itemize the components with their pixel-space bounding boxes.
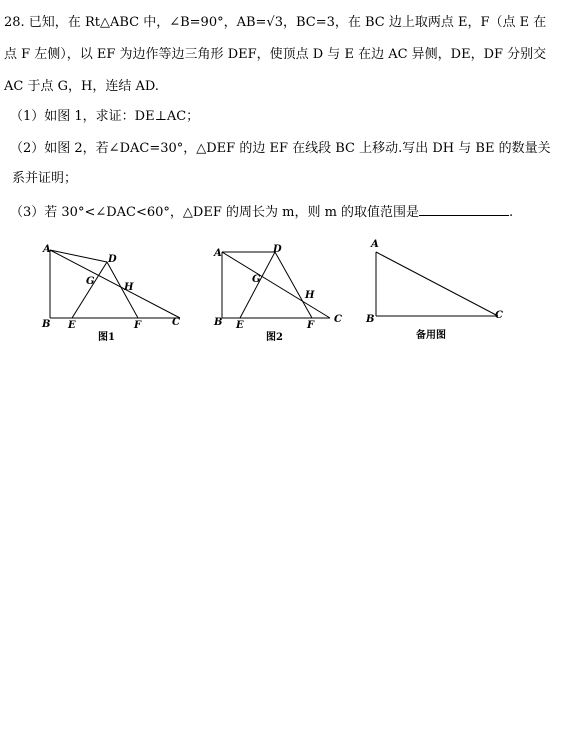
fig1-label-f: F bbox=[134, 320, 142, 331]
fig1-label-b: B bbox=[42, 319, 51, 330]
question-3-text: （3）若 30°<∠DAC<60°，△DEF 的周长为 m，则 m 的取值范围是 bbox=[10, 205, 420, 220]
fig2-label-c: C bbox=[334, 314, 342, 325]
figure-1-caption: 图1 bbox=[98, 332, 115, 343]
question-2-line-2: 系并证明； bbox=[12, 171, 78, 186]
problem-line-2: 点 F 左侧），以 EF 为边作等边三角形 DEF，使顶点 D 与 E 在边 AC 异侧，DE，DF 分别交 bbox=[4, 47, 547, 62]
spare-figure-caption: 备用图 bbox=[416, 330, 446, 341]
fig1-label-c: C bbox=[172, 317, 180, 328]
fig2-label-d: D bbox=[273, 244, 282, 255]
fig1-label-d: D bbox=[108, 254, 117, 265]
fig2-label-f: F bbox=[307, 320, 315, 331]
problem-line-3: AC 于点 G，H，连结 AD. bbox=[4, 79, 159, 94]
spare-label-c: C bbox=[495, 310, 503, 321]
question-3-end: . bbox=[509, 205, 514, 220]
figure-2-diagram bbox=[222, 252, 330, 318]
fig2-label-g: G bbox=[252, 274, 261, 285]
fig2-label-e: E bbox=[236, 320, 244, 331]
spare-label-b: B bbox=[366, 314, 375, 325]
fig2-label-b: B bbox=[214, 317, 223, 328]
fig1-label-h: H bbox=[124, 282, 134, 293]
spare-segment-ac bbox=[376, 252, 498, 316]
fig1-label-a: A bbox=[43, 244, 51, 255]
fig2-label-a: A bbox=[214, 248, 222, 259]
problem-line-1: 28. 已知，在 Rt△ABC 中，∠B=90°，AB=√3，BC=3，在 BC 边上取两点 E，F（点 E 在 bbox=[4, 15, 547, 30]
question-1: （1）如图 1，求证：DE⊥AC； bbox=[10, 109, 200, 124]
fig2-label-h: H bbox=[305, 290, 315, 301]
spare-label-a: A bbox=[371, 239, 379, 250]
fig1-label-e: E bbox=[68, 320, 76, 331]
figure-2-caption: 图2 bbox=[266, 332, 283, 343]
fig1-label-g: G bbox=[86, 276, 95, 287]
fig1-segment-ad bbox=[50, 250, 107, 262]
fig2-segment-ed bbox=[240, 252, 275, 318]
question-2-line-1: （2）如图 2，若∠DAC=30°，△DEF 的边 EF 在线段 BC 上移动.写出 DH 与 BE 的数量关 bbox=[10, 141, 551, 156]
fig2-segment-df bbox=[275, 252, 312, 318]
spare-figure-diagram bbox=[376, 252, 498, 316]
fig2-segment-ac bbox=[222, 252, 330, 318]
